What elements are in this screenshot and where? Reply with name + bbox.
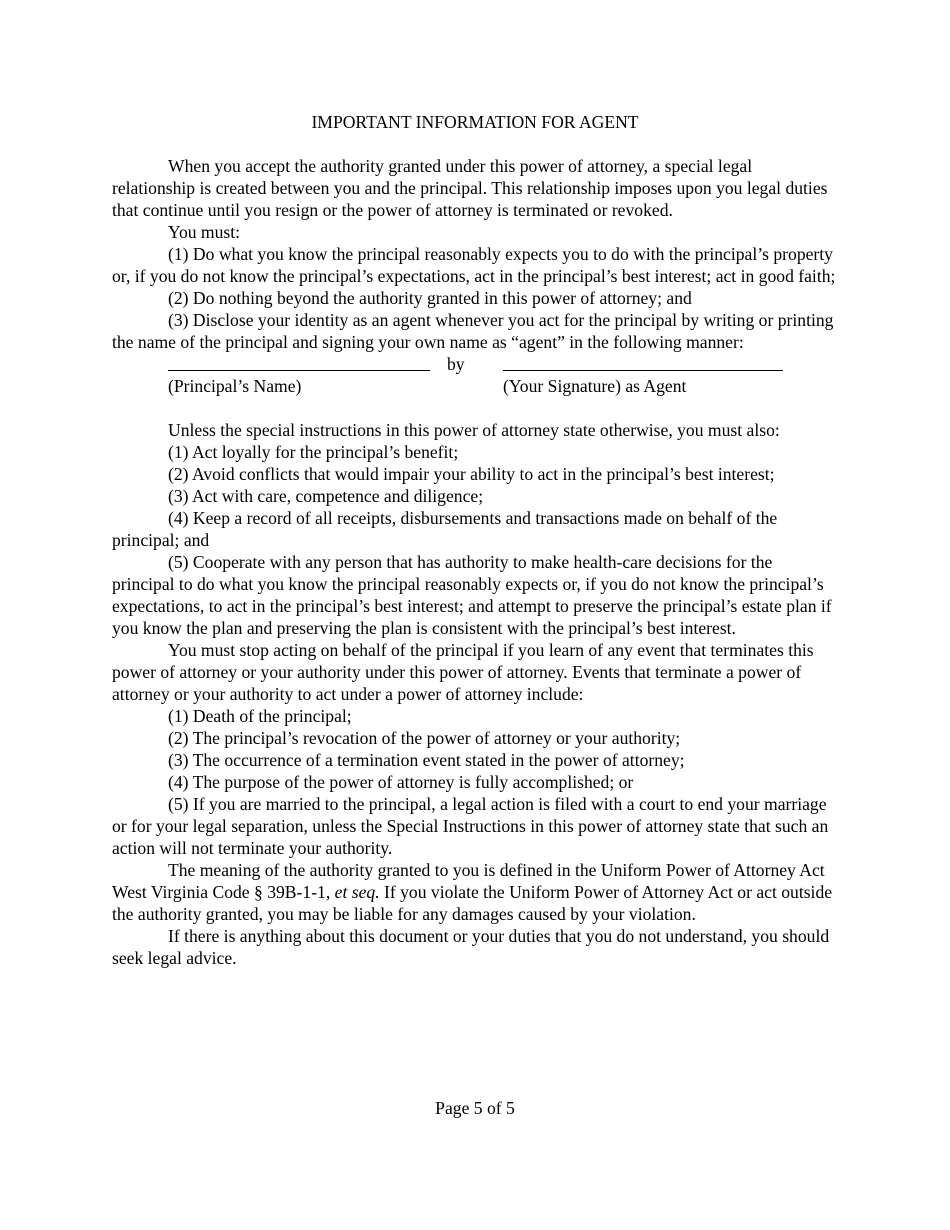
signature-block xyxy=(112,353,838,397)
spacer xyxy=(112,397,838,419)
duty-item: (2) Avoid conflicts that would impair your ability to act in the principal’s best interest; xyxy=(168,464,775,484)
event-item: (3) The occurrence of a termination event stated in the power of attorney; xyxy=(168,750,685,770)
event-item: (5) If you are married to the principal, a legal action is filed with a court to end your marriage or for your legal separation, unless the Special Instructions in this power of attorney state that such an action will not terminate your authority. xyxy=(112,794,829,858)
must-item: (3) Disclose your identity as an agent whenever you act for the principal by writing or printing the name of the principal and signing your own name as “agent” in the following manner: xyxy=(112,310,834,352)
duty-item: (4) Keep a record of all receipts, disbursements and transactions made on behalf of the principal; and xyxy=(112,508,778,550)
page-title: IMPORTANT INFORMATION FOR AGENT xyxy=(311,112,639,132)
must-item: (1) Do what you know the principal reasonably expects you to do with the principal’s property or, if you do not know the principal’s expectations, act in the principal’s best interest; act in good faith; xyxy=(112,244,836,286)
agent-signature-label: (Your Signature) as Agent xyxy=(503,376,687,396)
document-body xyxy=(112,111,838,969)
by-label: by xyxy=(447,354,465,374)
unless-paragraph: Unless the special instructions in this power of attorney state otherwise, you must also: xyxy=(168,420,780,440)
principal-name-line xyxy=(168,353,430,371)
meaning-text: The meaning of the authority granted to you is defined in the Uniform Power of Attorney Act West Virginia Code § 39B-1-1, xyxy=(112,860,825,902)
intro-paragraph: When you accept the authority granted under this power of attorney, a special legal relationship is created between you and the principal. This relationship imposes upon you legal duties that continue until you resign or the power of attorney is terminated or revoked. xyxy=(112,156,828,220)
principal-name-label: (Principal’s Name) xyxy=(168,376,302,396)
meaning-paragraph xyxy=(112,859,838,925)
meaning-text-end: If you violate the Uniform Power of Attorney Act or act outside the authority granted, you may be liable for any damages caused by your violation. xyxy=(112,882,833,924)
duty-item: (3) Act with care, competence and diligence; xyxy=(168,486,484,506)
agent-signature-line xyxy=(503,353,783,371)
you-must-line: You must: xyxy=(168,222,241,242)
page-number: Page 5 of 5 xyxy=(435,1098,515,1118)
event-item: (2) The principal’s revocation of the power of attorney or your authority; xyxy=(168,728,681,748)
duty-item: (1) Act loyally for the principal’s benefit; xyxy=(168,442,459,462)
advice-paragraph: If there is anything about this document or your duties that you do not understand, you should seek legal advice. xyxy=(112,926,830,968)
event-item: (1) Death of the principal; xyxy=(168,706,352,726)
et-seq-italic: et seq. xyxy=(334,882,380,902)
event-item: (4) The purpose of the power of attorney is fully accomplished; or xyxy=(168,772,634,792)
stop-paragraph: You must stop acting on behalf of the principal if you learn of any event that terminates this power of attorney or your authority under this power of attorney. Events that terminate a power of attorney or your authority to act under a power of attorney include: xyxy=(112,640,814,704)
duty-item: (5) Cooperate with any person that has authority to make health-care decisions for the principal to do what you know the principal reasonably expects or, if you do not know the principal’s expectations, to act in the principal’s best interest; and attempt to preserve the principal’s estate plan if you know the plan and preserving the plan is consistent with the principal’s best interest. xyxy=(112,552,832,638)
must-item: (2) Do nothing beyond the authority granted in this power of attorney; and xyxy=(168,288,692,308)
